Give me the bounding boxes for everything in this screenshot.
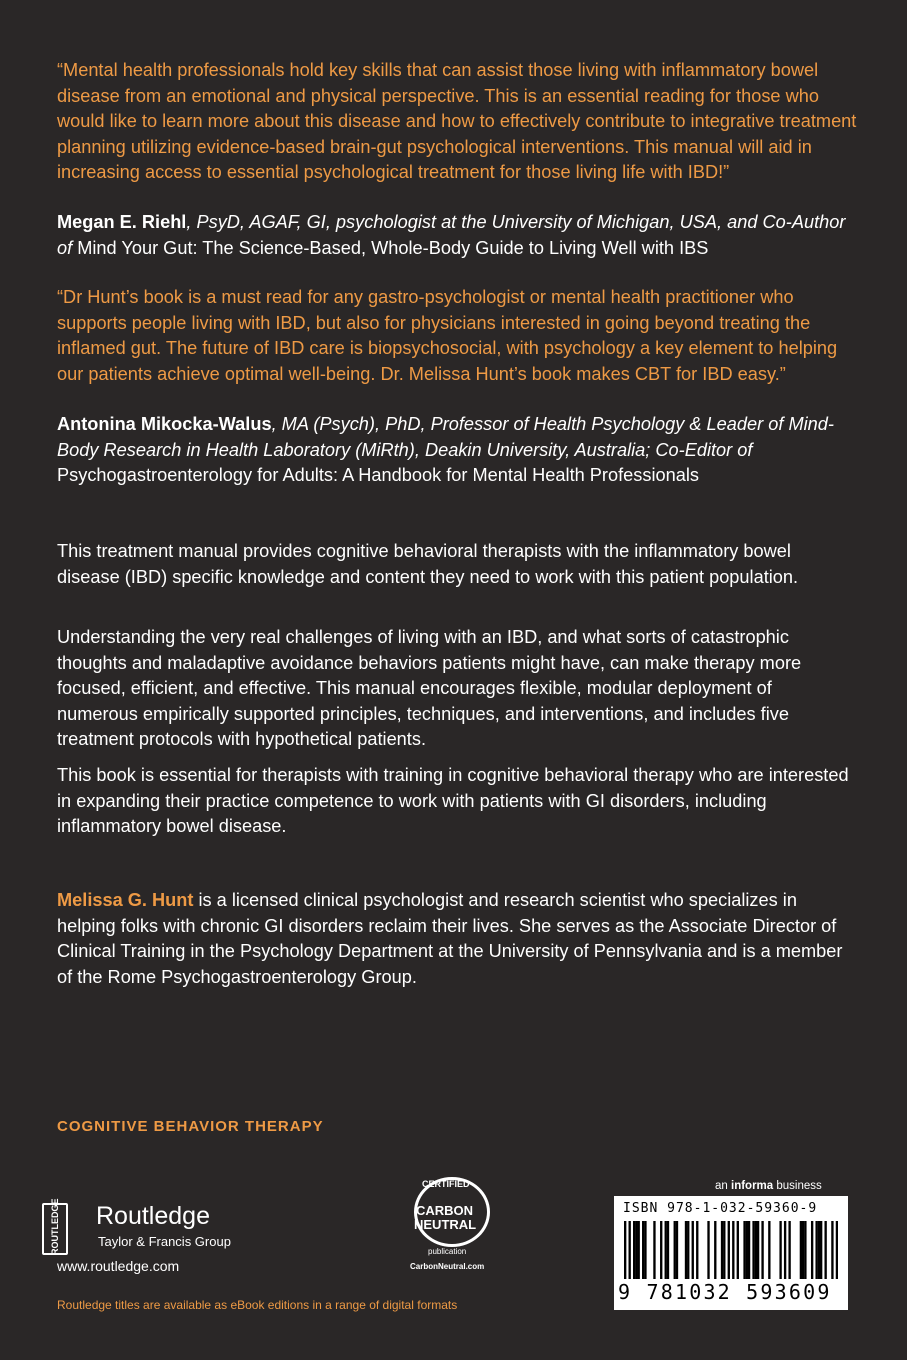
barcode-bar <box>802 1221 804 1279</box>
series-label: COGNITIVE BEHAVIOR THERAPY <box>57 1118 324 1135</box>
barcode-bar <box>743 1221 745 1279</box>
routledge-mark-text: ROUTLEDGE <box>50 1198 60 1255</box>
barcode-bar <box>667 1221 669 1279</box>
barcode-bar <box>728 1221 730 1279</box>
barcode-bar <box>824 1221 826 1279</box>
barcode-bar <box>692 1221 694 1279</box>
barcode-bar <box>660 1221 662 1279</box>
barcode-bar <box>707 1221 709 1279</box>
barcode-bar <box>633 1221 635 1279</box>
barcode-bar <box>748 1221 750 1279</box>
barcode-bar <box>644 1221 646 1279</box>
description-paragraph-2: Understanding the very real challenges of living with an IBD, and what sorts of catastrophic thoughts and maladaptive avoidance behaviors patients might have, can make therapy more focused, efficient, and effective. This manual encourages flexible, modular deployment of numerous empirically supported principles, techniques, and interventions, and includes five treatment protocols with hypothetical patients. <box>57 627 802 749</box>
barcode-bar <box>642 1221 644 1279</box>
routledge-logo <box>42 1198 242 1258</box>
carbon-line2: NEUTRAL <box>414 1217 477 1232</box>
informa-prefix: an <box>715 1180 731 1192</box>
barcode-bar <box>723 1221 725 1279</box>
author-bio <box>57 888 857 990</box>
carbon-certified: CERTIFIED <box>422 1179 470 1189</box>
barcode-bar <box>638 1221 640 1279</box>
barcode-bar <box>779 1221 781 1279</box>
description-paragraph-1: This treatment manual provides cognitive behavioral therapists with the inflammatory bowel disease (IBD) specific knowledge and content they need to work with this patient population. <box>57 541 799 587</box>
endorsement-attribution-1 <box>57 210 857 261</box>
isbn-barcode <box>614 1196 848 1310</box>
barcode-bar <box>629 1221 631 1279</box>
endorser-work-2: Psychogastroenterology for Adults: A Handbook for Mental Health Professionals <box>57 465 699 485</box>
barcode-bar <box>804 1221 806 1279</box>
routledge-mark-icon <box>42 1198 68 1255</box>
endorsement-attribution-2 <box>57 412 857 489</box>
barcode-bar <box>624 1221 626 1279</box>
endorser-role-1: , PsyD, AGAF, GI, psychologist at the University of Michigan, USA, and Co-Author of <box>57 212 846 258</box>
carbon-line1: CARBON <box>416 1203 474 1218</box>
barcode-bar <box>755 1221 757 1279</box>
barcode-bar <box>687 1221 689 1279</box>
barcode-bar <box>752 1221 754 1279</box>
author-name: Melissa G. Hunt <box>57 890 194 910</box>
publisher-name: Routledge <box>96 1202 210 1230</box>
barcode-bar <box>732 1221 734 1279</box>
author-bio-text: is a licensed clinical psychologist and research scientist who specializes in helping folks with chronic GI disorders reclaim their lives. She serves as the Associate Director of Clinical Training in the Psychology Department at the University of Pennsylvania and is a member of the Rome Psychogastroenterology Group. <box>57 890 843 987</box>
barcode-bar <box>685 1221 687 1279</box>
publisher-group: Taylor & Francis Group <box>98 1234 231 1249</box>
carbon-publication: publication <box>428 1247 467 1256</box>
informa-business <box>715 1180 822 1192</box>
barcode-bar <box>737 1221 739 1279</box>
isbn-text: ISBN 978-1-032-59360-9 <box>623 1201 818 1216</box>
endorsement-quote-2: “Dr Hunt’s book is a must read for any gastro-psychologist or mental health practitioner who supports people living with IBD, but also for physicians interested in going beyond treating the inflamed gut. The future of IBD care is biopsychosocial, with psychology a key element to helping our patients achieve optimal well-being. Dr. Melissa Hunt’s book makes CBT for IBD easy.” <box>57 287 838 384</box>
barcode-bar <box>831 1221 833 1279</box>
informa-suffix: business <box>773 1180 822 1192</box>
informa-bold: informa <box>731 1180 774 1192</box>
endorser-role-2: , MA (Psych), PhD, Professor of Health Psychology & Leader of Mind-Body Research in Health Laboratory (MiRth), Deakin University, Australia; Co-Editor of <box>57 414 834 460</box>
barcode-bar <box>674 1221 676 1279</box>
endorser-name-2: Antonina Mikocka-Walus <box>57 414 272 434</box>
ebook-note: Routledge titles are available as eBook editions in a range of digital formats <box>57 1298 458 1312</box>
barcode-bar <box>676 1221 678 1279</box>
endorser-work-1: Mind Your Gut: The Science-Based, Whole-Body Guide to Living Well with IBS <box>77 237 709 258</box>
barcode-bar <box>768 1221 770 1279</box>
barcode-bar <box>800 1221 802 1279</box>
barcode-bar <box>788 1221 790 1279</box>
barcode-bar <box>836 1221 838 1279</box>
barcode-bar <box>820 1221 822 1279</box>
description-paragraph-3: This book is essential for therapists with training in cognitive behavioral therapy who are interested in expanding their practice competence to work with patients with GI disorders, including inflammatory bowel disease. <box>57 765 849 836</box>
barcode-bar <box>714 1221 716 1279</box>
barcode-bar <box>761 1221 763 1279</box>
barcode-bar <box>653 1221 655 1279</box>
barcode-bar <box>815 1221 817 1279</box>
barcode-bar <box>757 1221 759 1279</box>
barcode-bar <box>721 1221 723 1279</box>
barcode-bar <box>784 1221 786 1279</box>
barcode-bar <box>811 1221 813 1279</box>
publisher-url[interactable]: www.routledge.com <box>57 1258 180 1274</box>
barcode-bar <box>696 1221 698 1279</box>
barcode-bar <box>665 1221 667 1279</box>
carbon-neutral-badge <box>400 1175 510 1280</box>
endorser-name-1: Megan E. Riehl <box>57 212 187 232</box>
barcode-bars <box>624 1221 838 1279</box>
endorsement-quote-1: “Mental health professionals hold key skills that can assist those living with inflammatory bowel disease from an emotional and physical perspective. This is an essential reading for those who would like to learn more about this disease and how to effectively contribute to integrative treatment planning utilizing evidence-based brain-gut psychological interventions. This manual will aid in increasing access to essential psychological treatment for those living life with IBD!” <box>57 60 857 182</box>
barcode-bar <box>635 1221 637 1279</box>
carbon-url: CarbonNeutral.com <box>410 1262 485 1271</box>
barcode-bar <box>818 1221 820 1279</box>
barcode-bar <box>746 1221 748 1279</box>
ean-digits: 9 781032 593609 <box>618 1280 832 1304</box>
